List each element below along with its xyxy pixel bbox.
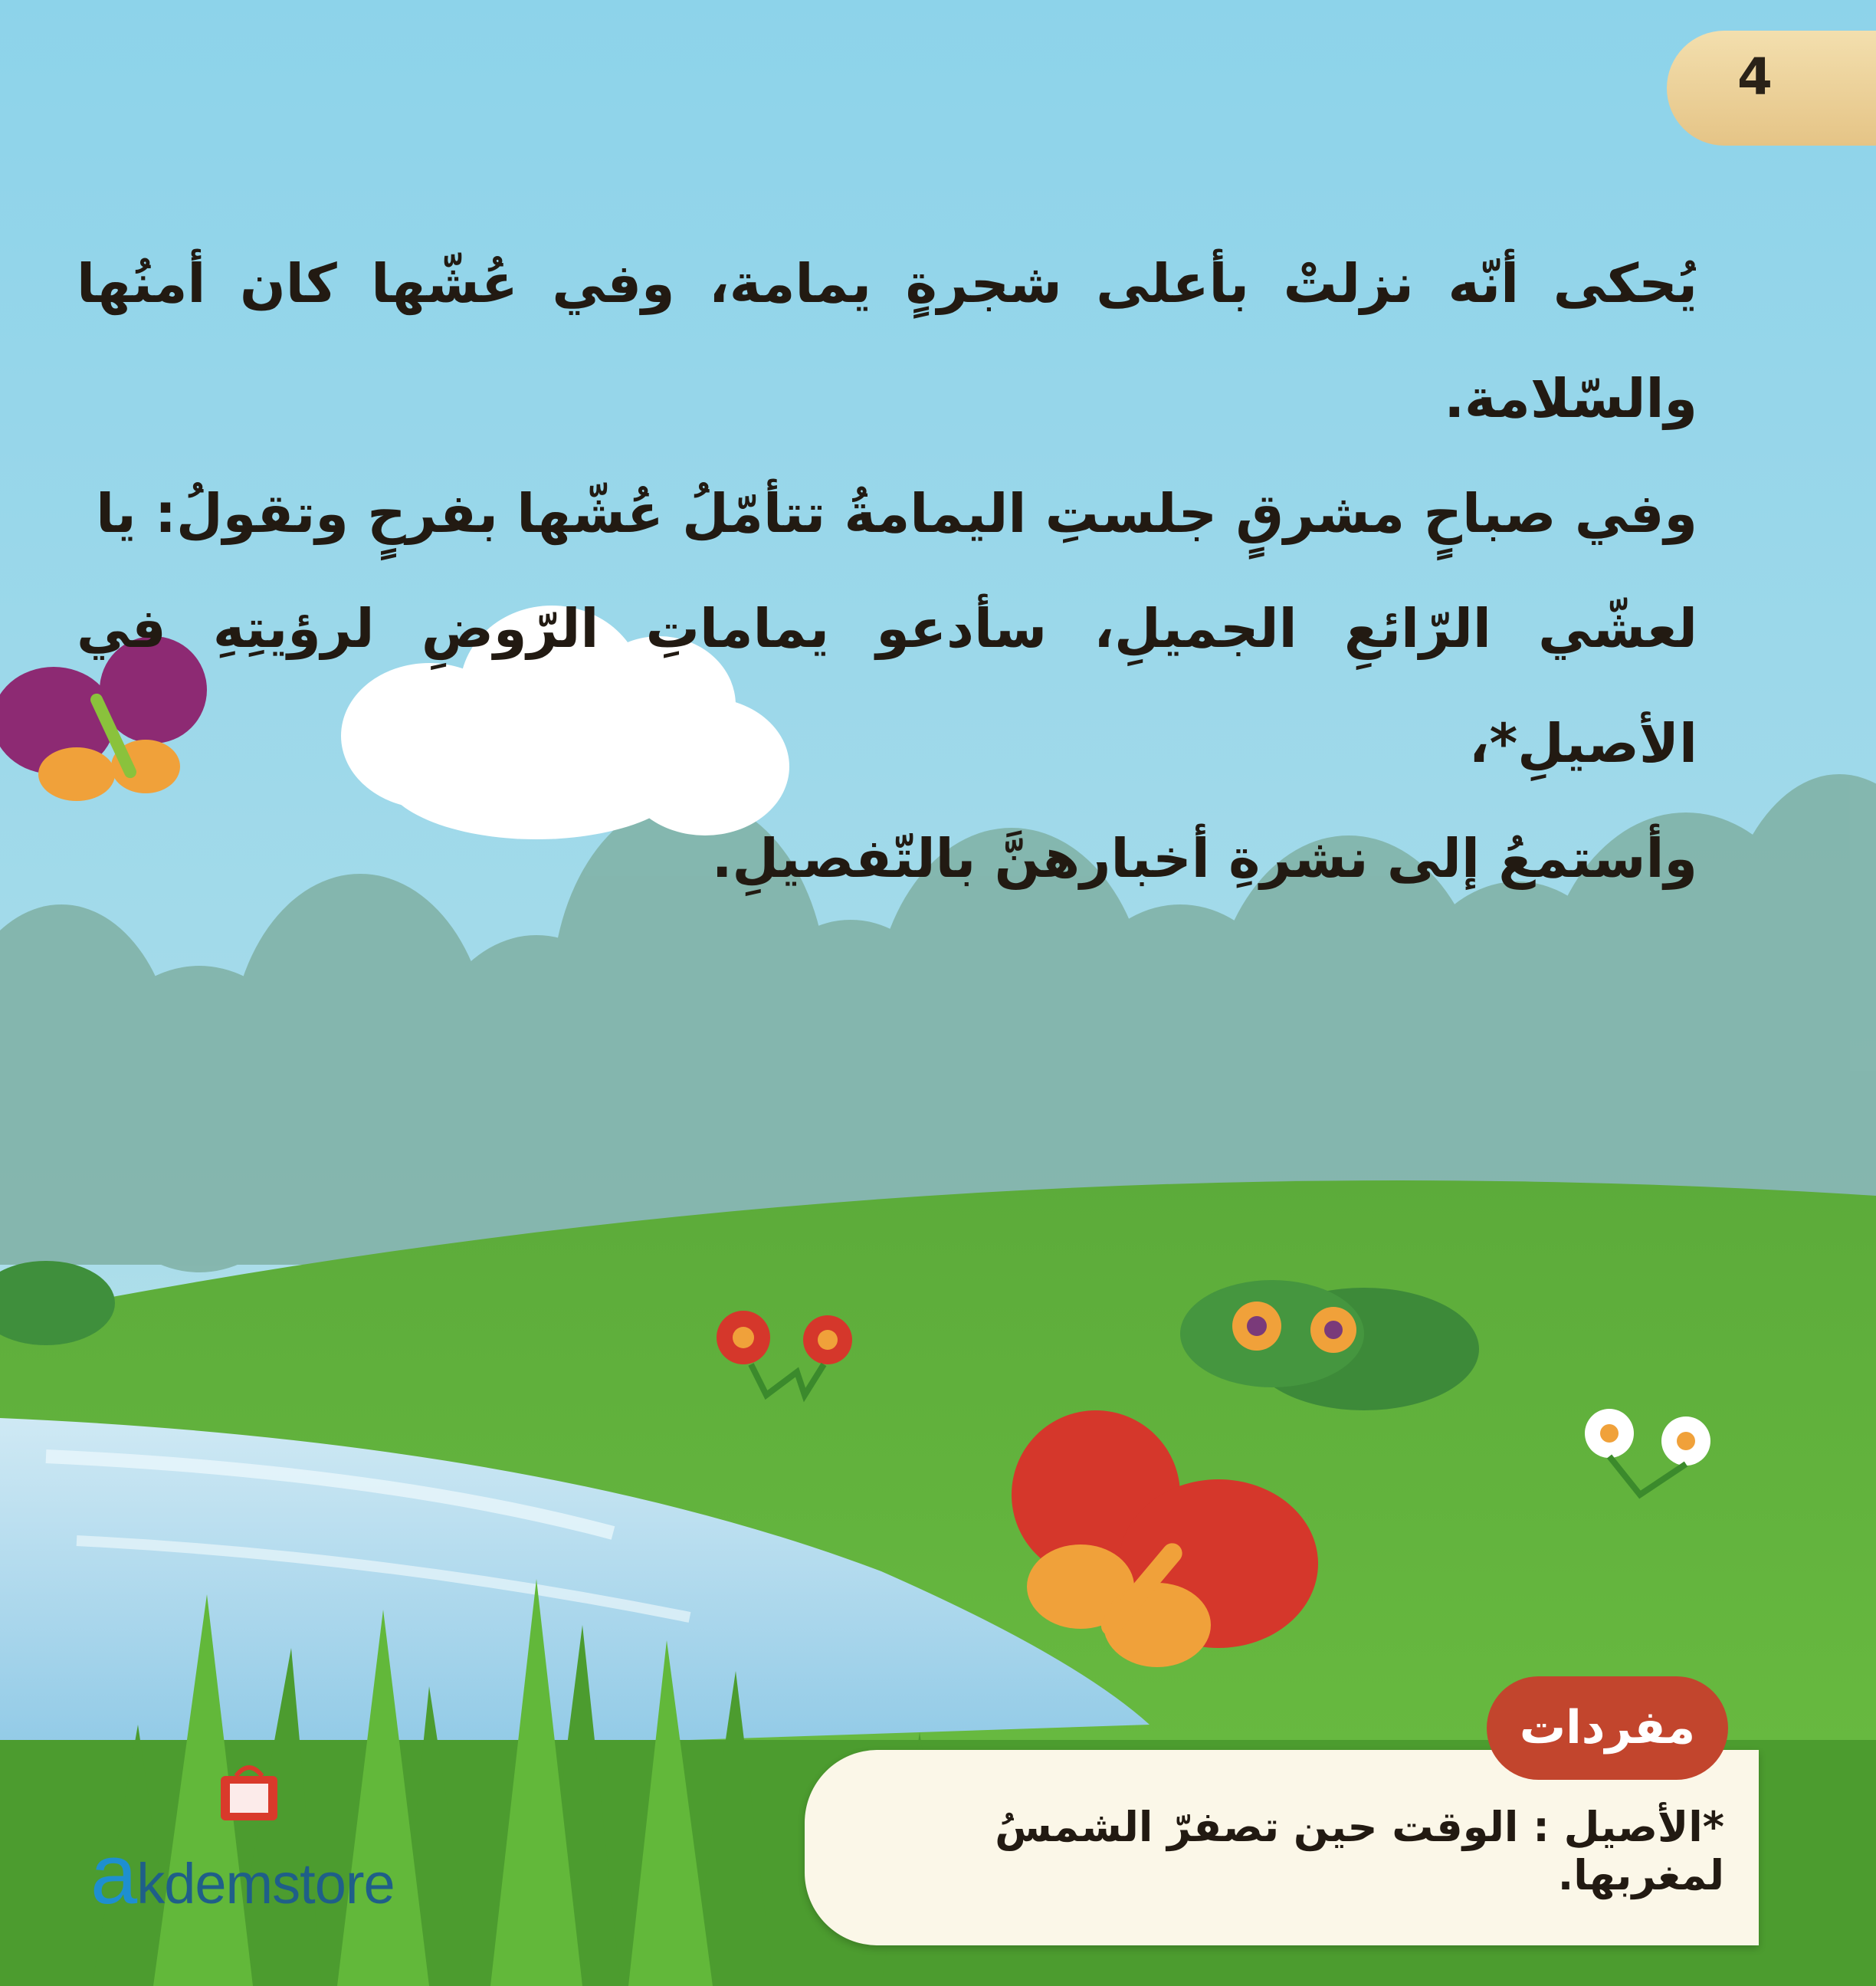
- story-line: يُحكى أنّه نزلتْ بأعلى شجرةٍ يمامة، وفي عُشّها كان أمنُها والسّلامة.: [77, 252, 1697, 430]
- story-line: لعشّي الرّائعِ الجميلِ، سأدعو يماماتِ الرّوضِ لرؤيتِهِ في الأصيلِ*،: [77, 597, 1697, 775]
- story-text: [77, 226, 1697, 916]
- story-line: وأستمعُ إلى نشرةِ أخبارهنَّ بالتّفصيلِ.: [711, 827, 1697, 890]
- vocabulary-definition: *الأصيل : الوقت حين تصفرّ الشمسُ لمغربها.: [995, 1803, 1724, 1899]
- logo-text: kdemstore: [136, 1852, 395, 1915]
- store-bag-icon: [215, 1759, 284, 1824]
- page-number: 4: [1737, 48, 1773, 107]
- logo-mark: a: [90, 1827, 137, 1922]
- story-line: وفي صباحٍ مشرقٍ جلستِ اليمامةُ تتأمّلُ عُشّها بفرحٍ وتقولُ: يا: [96, 482, 1697, 545]
- vocabulary-heading: مفردات: [1487, 1676, 1728, 1780]
- publisher-logo: [90, 1826, 395, 1923]
